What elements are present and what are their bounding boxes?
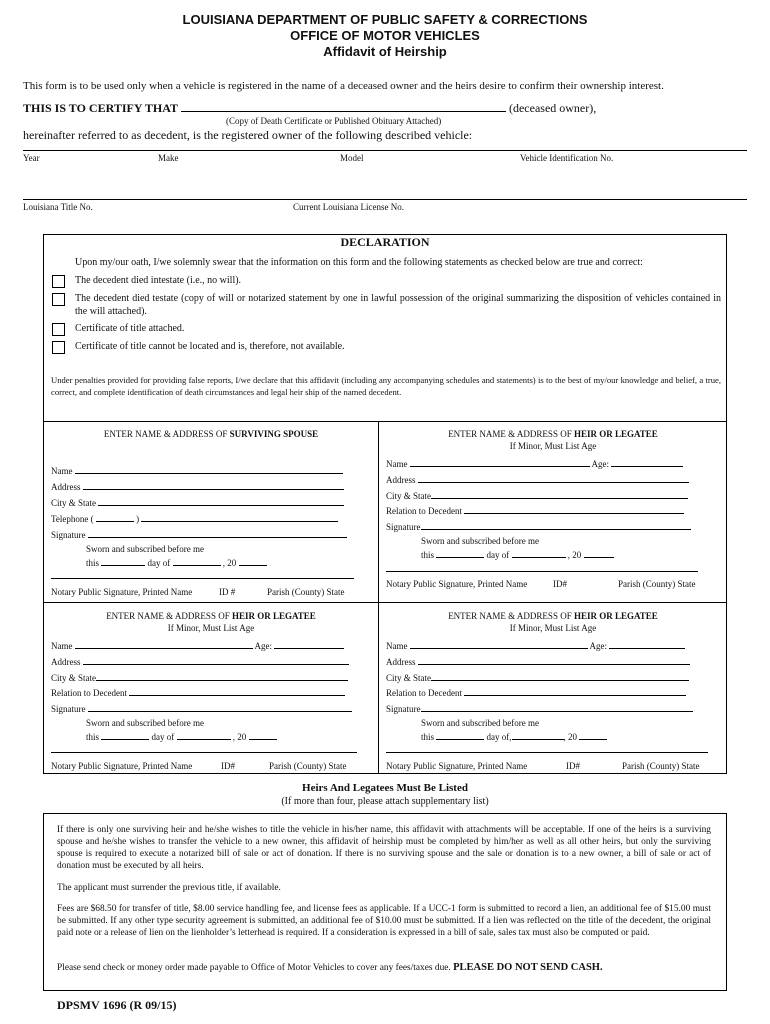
certify-followup: hereinafter referred to as decedent, is the registered owner of the following described vehicle:	[23, 128, 473, 142]
vin-field[interactable]: Vehicle Identification No.	[520, 153, 614, 163]
form-title: Affidavit of Heirship	[323, 44, 447, 59]
heir2-date-field[interactable]: this day of , 20	[86, 730, 277, 742]
certify-line	[23, 101, 596, 116]
heir3-address-field[interactable]: Address	[386, 655, 690, 667]
heir3-signature-field[interactable]: Signature	[386, 702, 693, 714]
spouse-signature-field[interactable]: Signature	[51, 528, 347, 540]
heir1-sworn-text: Sworn and subscribed before me	[421, 536, 539, 546]
instructions-p1: If there is only one surviving heir and he/she wishes to title the vehicle in his/her name, this affidavit with attachments will be acceptable. If one of the heirs is a surviving spouse and he/she wishes to transfer the vehicle to a new owner, this affidavit of heirship must be completed by him/her as well as all other heirs, but only the surviving spouse is required to execute a notarized bill of sale or act of donation. If there is no surviving spouse and the sale or donation is to a new owner, a bill of sale or act of donation must be executed by all heirs.	[57, 825, 711, 871]
make-field[interactable]: Make	[158, 153, 179, 163]
title-number-field[interactable]: Louisiana Title No.	[23, 202, 93, 212]
heir2-panel-title: ENTER NAME & ADDRESS OF HEIR OR LEGATEE	[106, 611, 316, 621]
spouse-notary-parish: Parish (County) State	[267, 587, 345, 597]
heirs-footer-title: Heirs And Legatees Must Be Listed	[302, 782, 468, 794]
heir1-date-field[interactable]: this day of , 20	[421, 548, 614, 560]
heirs-footer-note: (If more than four, please attach supplementary list)	[281, 796, 489, 807]
spouse-notary-id: ID #	[219, 587, 236, 597]
heir2-signature-field[interactable]: Signature	[51, 702, 352, 714]
deceased-owner-field[interactable]	[181, 102, 506, 112]
heir2-sworn-text: Sworn and subscribed before me	[86, 718, 204, 728]
heir3-sworn-text: Sworn and subscribed before me	[421, 718, 539, 728]
spouse-notary-label: Notary Public Signature, Printed Name	[51, 587, 193, 597]
no-cash-warning: PLEASE DO NOT SEND CASH.	[453, 962, 603, 973]
heir3-panel-title: ENTER NAME & ADDRESS OF HEIR OR LEGATEE	[448, 611, 658, 621]
heir2-name-field[interactable]: Name Age:	[51, 639, 344, 651]
panels-top-line	[43, 421, 727, 422]
agency-title: LOUISIANA DEPARTMENT OF PUBLIC SAFETY & CORRECTIONS	[182, 12, 588, 27]
heir3-notary-id: ID#	[566, 761, 580, 771]
heir2-notary-id: ID#	[221, 761, 235, 771]
title-unavailable-checkbox[interactable]	[52, 341, 65, 354]
heir1-city-field[interactable]: City & State	[386, 489, 688, 501]
heir1-notary-line[interactable]	[386, 571, 698, 572]
heir3-notary-line[interactable]	[386, 752, 708, 753]
form-number: DPSMV 1696 (R 09/15)	[57, 998, 177, 1012]
spouse-city-field[interactable]: City & State	[51, 496, 344, 508]
heir1-name-field[interactable]: Name Age:	[386, 457, 683, 469]
vehicle-row1-line	[23, 150, 747, 151]
intestate-checkbox[interactable]	[52, 275, 65, 288]
heir3-name-field[interactable]: Name Age:	[386, 639, 685, 651]
spouse-telephone-field[interactable]: Telephone ( )	[51, 512, 338, 524]
vehicle-row2-line	[23, 199, 747, 200]
heir1-notary-parish: Parish (County) State	[618, 579, 696, 589]
certify-lead: THIS IS TO CERTIFY THAT	[23, 101, 178, 115]
spouse-date-field[interactable]: this day of , 20	[86, 556, 267, 568]
panels-middle-line	[43, 602, 727, 603]
spouse-notary-line[interactable]	[51, 578, 354, 579]
title-attached-checkbox[interactable]	[52, 323, 65, 336]
heir2-notary-parish: Parish (County) State	[269, 761, 347, 771]
certify-suffix: (deceased owner),	[508, 101, 597, 115]
spouse-address-field[interactable]: Address	[51, 480, 344, 492]
heir2-panel-subtitle: If Minor, Must List Age	[167, 623, 255, 633]
heir2-notary-label: Notary Public Signature, Printed Name	[51, 761, 193, 771]
heir1-signature-field[interactable]: Signature	[386, 520, 691, 532]
heir1-notary-id: ID#	[553, 579, 567, 589]
penalty-statement: Under penalties provided for providing false reports, I/we declare that this affidavit (including any accompanying schedules and statements) is to the best of my/our knowledge and belief, a true, correct, and complete identification of death circumstances and legal heir ship of the named decedent.	[51, 375, 721, 397]
heir2-address-field[interactable]: Address	[51, 655, 349, 667]
heir3-notary-parish: Parish (County) State	[622, 761, 700, 771]
title-unavailable-label: Certificate of title cannot be located and is, therefore, not available.	[75, 341, 345, 352]
heir2-notary-line[interactable]	[51, 752, 357, 753]
heir3-date-field[interactable]: this day of, , 20	[421, 730, 607, 742]
heir3-city-field[interactable]: City & State	[386, 671, 689, 683]
office-title: OFFICE OF MOTOR VEHICLES	[290, 28, 480, 43]
spouse-sworn-text: Sworn and subscribed before me	[86, 544, 204, 554]
instructions-p2: The applicant must surrender the previous title, if available.	[57, 883, 281, 893]
heir1-panel-subtitle: If Minor, Must List Age	[509, 441, 597, 451]
panels-divider	[378, 421, 379, 774]
license-number-field[interactable]: Current Louisiana License No.	[293, 202, 404, 212]
declaration-title: DECLARATION	[340, 235, 430, 249]
year-field[interactable]: Year	[23, 153, 40, 163]
testate-label: The decedent died testate (copy of will or notarized statement by one in lawful possession of the original summarizing the disposition of vehicles contained in the will attached).	[75, 293, 721, 317]
heir3-notary-label: Notary Public Signature, Printed Name	[386, 761, 528, 771]
heir1-notary-label: Notary Public Signature, Printed Name	[386, 579, 528, 589]
heir3-panel-subtitle: If Minor, Must List Age	[509, 623, 597, 633]
spouse-panel-title: ENTER NAME & ADDRESS OF SURVIVING SPOUSE	[103, 429, 319, 439]
heir2-relation-field[interactable]: Relation to Decedent	[51, 686, 345, 698]
heir2-city-field[interactable]: City & State	[51, 671, 348, 683]
instructions-p3: Fees are $68.50 for transfer of title, $8.00 service handling fee, and license fees as applicable. If a UCC-1 form is submitted to record a lien, an additional fee of $15.00 must be submitted. If any other type security agreement is submitted, an additional fee of $10.00 must be submitted. If a lien was reflected on the title of the decedent, the original paid note or a release of lien on the lienholder’s letterhead is required. If a consideration is expressed in a bill of sale, sales tax must also be computed or paid.	[57, 904, 711, 938]
title-attached-label: Certificate of title attached.	[75, 323, 185, 334]
intro-text: This form is to be used only when a vehicle is registered in the name of a deceased owner and the heirs desire to confirm their ownership interest.	[23, 80, 664, 92]
heir3-relation-field[interactable]: Relation to Decedent	[386, 686, 686, 698]
declaration-oath: Upon my/our oath, I/we solemnly swear that the information on this form and the following statements as checked below are true and correct:	[75, 257, 643, 268]
model-field[interactable]: Model	[340, 153, 364, 163]
heir1-address-field[interactable]: Address	[386, 473, 689, 485]
heir1-panel-title: ENTER NAME & ADDRESS OF HEIR OR LEGATEE	[448, 429, 658, 439]
certify-note: (Copy of Death Certificate or Published Obituary Attached)	[226, 116, 442, 126]
spouse-name-field[interactable]: Name	[51, 464, 343, 476]
testate-checkbox[interactable]	[52, 293, 65, 306]
instructions-p4: Please send check or money order made payable to Office of Motor Vehicles to cover any fees/taxes due. PLEASE DO NOT SEND CASH.	[57, 962, 603, 973]
intestate-label: The decedent died intestate (i.e., no will).	[75, 275, 242, 286]
heir1-relation-field[interactable]: Relation to Decedent	[386, 504, 684, 516]
